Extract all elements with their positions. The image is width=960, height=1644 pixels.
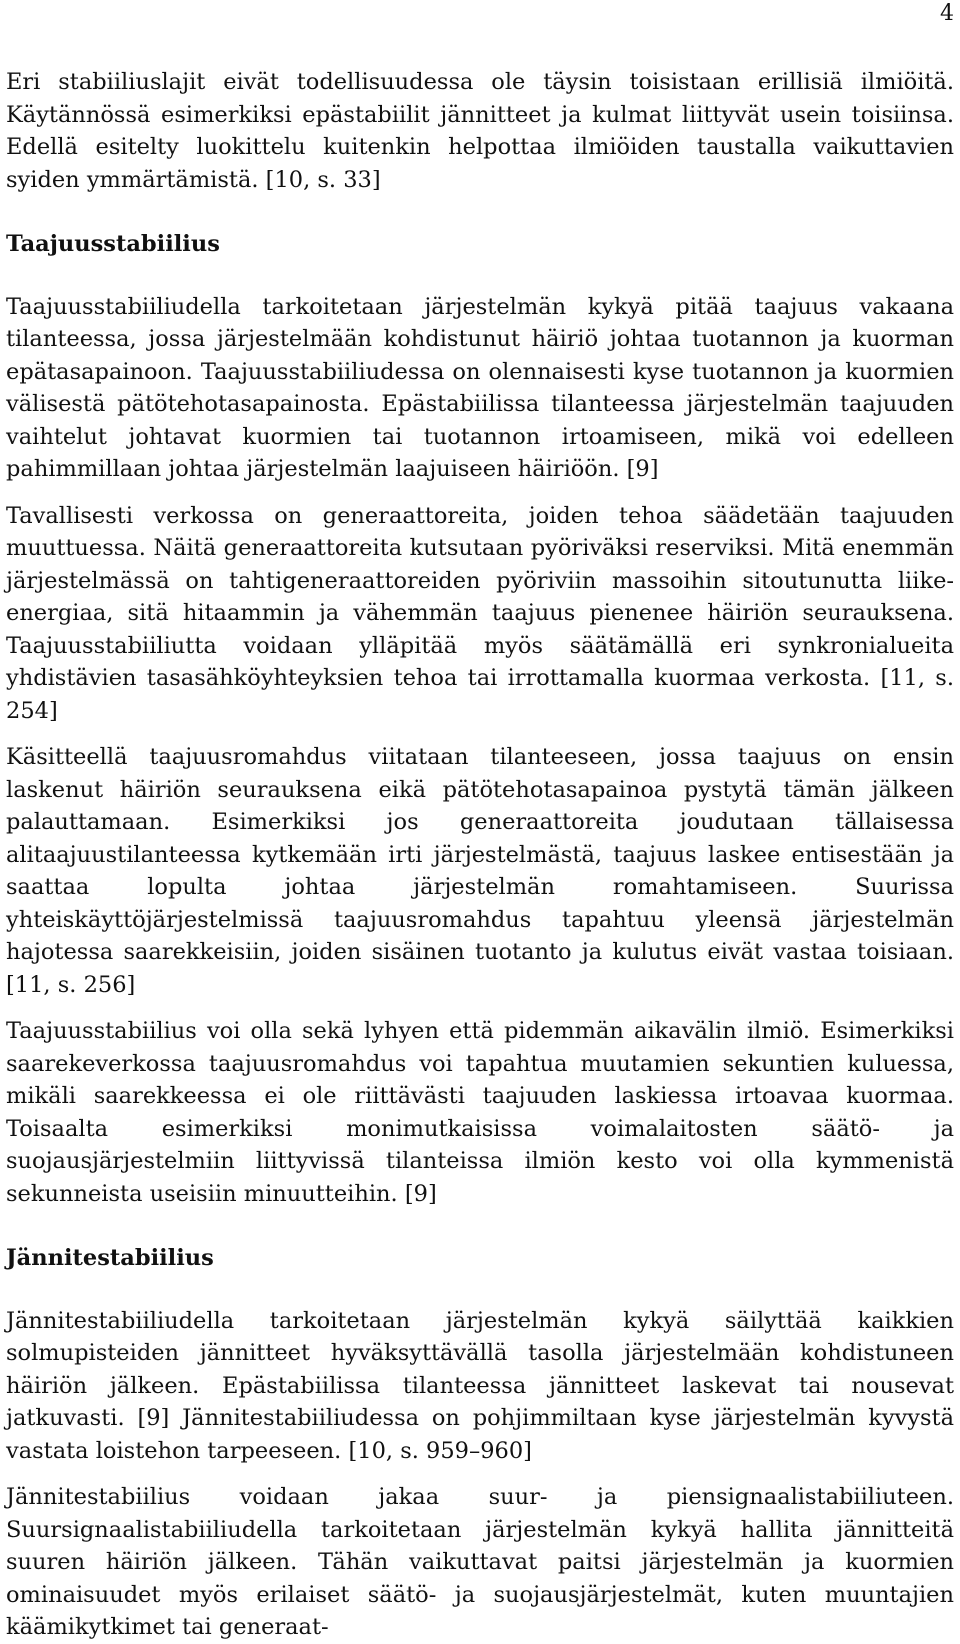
body-paragraph: Käsitteellä taajuusromahdus viitataan tilanteeseen, jossa taajuus on ensin laskenut häiriön seurauksena eikä pätötehotasapainoa pystytä tämän jälkeen palauttamaan. Esimerkiksi jos generaattoreita joudutaan tällaisessa alitaajuustilanteessa kytkemään irti järjestelmästä, taajuus laskee entisestään ja saattaa lopulta johtaa järjestelmän romahtamiseen. Suurissa yhteiskäyttöjärjestelmissä taajuusromahdus tapahtuu yleensä järjestelmän hajotessa saarekkeisiin, joiden sisäinen tuotanto ja kulutus eivät vastaa toisiaan. [11, s. 256] bbox=[6, 744, 954, 998]
body-paragraph: Taajuusstabiilius voi olla sekä lyhyen että pidemmän aikavälin ilmiö. Esimerkiksi saarekeverkossa taajuusromahdus voi tapahtua muutamien sekuntien kuluessa, mikäli saarekkeessa ei ole riittävästi taajuuden laskiessa irtoavaa kuormaa. Toisaalta esimerkiksi monimutkaisissa voimalaitosten säätö- ja suojausjärjestelmiin liittyvissä tilanteissa ilmiön kesto voi olla kymmenistä sekunneista useisiin minuutteihin. [9] bbox=[6, 1018, 954, 1207]
section-heading-jannitestabiilius: Jännitestabiilius bbox=[6, 1245, 214, 1271]
section-heading-taajuusstabiilius: Taajuusstabiilius bbox=[6, 231, 220, 257]
body-paragraph: Taajuusstabiiliudella tarkoitetaan järjestelmän kykyä pitää taajuus vakaana tilanteessa, jossa järjestelmään kohdistunut häiriö johtaa tuotannon ja kuorman epätasapainoon. Taajuusstabiiliudessa on olennaisesti kyse tuotannon ja kuormien välisestä pätötehotasapainosta. Epästabiilissa tilanteessa järjestelmän taajuuden vaihtelut johtavat kuormien tai tuotannon irtoamiseen, mikä voi edelleen pahimmillaan johtaa järjestelmän laajuiseen häiriöön. [9] bbox=[6, 293, 954, 482]
page-content bbox=[6, 66, 954, 1644]
body-paragraph: Tavallisesti verkossa on generaattoreita, joiden tehoa säädetään taajuuden muuttuessa. Näitä generaattoreita kutsutaan pyöriväksi reserviksi. Mitä enemmän järjestelmässä on tahtigeneraattoreiden pyöriviin massoihin sitoutunutta liike-energiaa, sitä hitaammin ja vähemmän taajuus pienenee häiriön seurauksena. Taajuusstabiiliutta voidaan ylläpitää myös säätämällä eri synkronialueita yhdistävien tasasähköyhteyksien tehoa tai irrottamalla kuormaa verkosta. [11, s. 254] bbox=[6, 502, 954, 724]
page-number: 4 bbox=[940, 1, 954, 26]
intro-paragraph: Eri stabiiliuslajit eivät todellisuudessa ole täysin toisistaan erillisiä ilmiöitä. Käytännössä esimerkiksi epästabiilit jännitteet ja kulmat liittyvät usein toisiinsa. Edellä esitelty luokittelu kuitenkin helpottaa ilmiöiden taustalla vaikuttavien syiden ymmärtämistä. [10, s. 33] bbox=[6, 69, 954, 193]
body-paragraph: Jännitestabiiliudella tarkoitetaan järjestelmän kykyä säilyttää kaikkien solmupisteiden jännitteet hyväksyttävällä tasolla järjestelmään kohdistuneen häiriön jälkeen. Epästabiilissa tilanteessa jännitteet laskevat tai nousevat jatkuvasti. [9] Jännitestabiiliudessa on pohjimmiltaan kyse järjestelmän kyvystä vastata loistehon tarpeeseen. [10, s. 959–960] bbox=[6, 1307, 954, 1464]
body-paragraph: Jännitestabiilius voidaan jakaa suur- ja piensignaalistabiiliuteen. Suursignaalistabiiliudella tarkoitetaan järjestelmän kykyä hallita jännitteitä suuren häiriön jälkeen. Tähän vaikuttavat paitsi järjestelmän ja kuormien ominaisuudet myös erilaiset säätö- ja suojausjärjestelmät, kuten muuntajien käämikytkimet tai generaat- bbox=[6, 1484, 954, 1640]
